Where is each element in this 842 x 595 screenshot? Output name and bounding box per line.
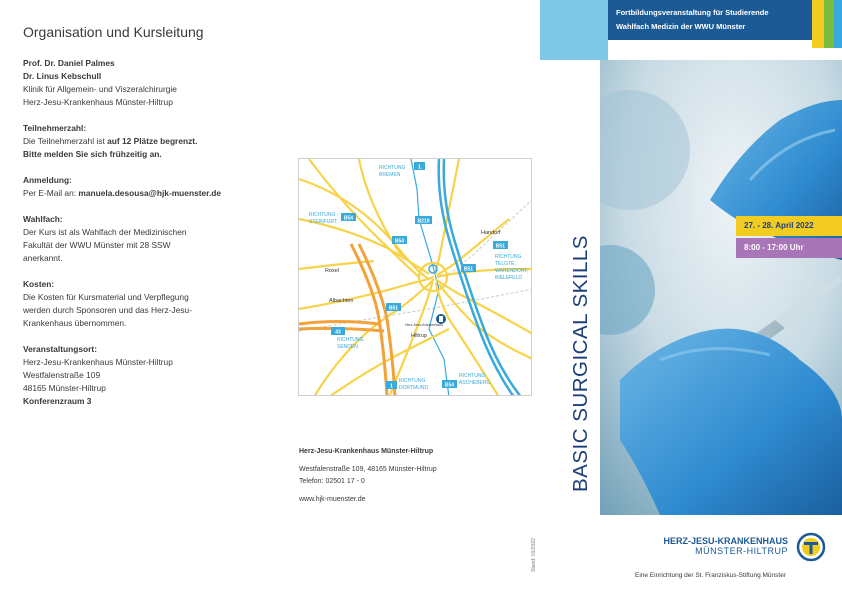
hospital-name: Herz-Jesu-Krankenhaus Münster-Hiltrup — [23, 97, 173, 107]
shield-b54-left-text: B54 — [343, 215, 354, 222]
label-telgte-3: WARENDORF, — [495, 268, 529, 274]
label-albachten: Albachten — [329, 298, 354, 304]
label-bremen-1: RICHTUNG — [379, 165, 406, 171]
label-roxel: Roxel — [325, 268, 340, 274]
label-telgte-1: RICHTUNG — [495, 254, 522, 260]
participants-text — [23, 135, 273, 148]
label-steinfurt-2: STEINFURT — [309, 219, 337, 225]
registration-email-link[interactable]: manuela.desousa@hjk-muenster.de — [78, 188, 222, 198]
date-badge: 27. - 28. April 2022 — [736, 216, 842, 236]
elective-line-3: anerkannt. — [23, 253, 63, 263]
elective-line-2: Fakultät der WWU Münster mit 28 SSW — [23, 240, 171, 250]
event-header-line-2: Wahlfach Medizin der WWU Münster — [616, 22, 746, 31]
organizer-name-2: Dr. Linus Kebschull — [23, 71, 102, 81]
event-header-box — [608, 0, 812, 40]
logo-subtitle: MÜNSTER-HILTRUP — [695, 546, 788, 556]
costs-title: Kosten: — [23, 279, 55, 289]
venue-line-3: 48165 Münster-Hiltrup — [23, 383, 106, 393]
participants-text-plain: Die Teilnehmerzahl ist — [23, 136, 108, 146]
label-senden-1: RICHTUNG — [337, 337, 364, 343]
shield-b219-text: B219 — [417, 218, 430, 225]
website-link[interactable]: www.hjk-muenster.de — [299, 496, 366, 503]
stripe-yellow — [812, 0, 824, 48]
label-hospital: Herz-Jesu-Krankenhaus — [405, 323, 443, 327]
directions-map — [298, 158, 532, 396]
label-dortmund-1: RICHTUNG — [399, 378, 426, 384]
course-title: BASIC SURGICAL SKILLS — [569, 235, 592, 492]
shield-b51-right-text: B51 — [495, 243, 506, 250]
participants-note: Bitte melden Sie sich frühzeitig an. — [23, 149, 162, 159]
map-graphic — [299, 159, 532, 396]
venue-line-1: Herz-Jesu-Krankenhaus Münster-Hiltrup — [23, 357, 173, 367]
shield-a43-text: 43 — [335, 329, 341, 336]
address-block — [299, 446, 529, 506]
elective-title: Wahlfach: — [23, 214, 63, 224]
costs-line-3: Krankenhaus übernommen. — [23, 318, 127, 328]
label-handorf: Handorf — [481, 230, 501, 236]
label-telgte-2: TELGTE, — [495, 261, 516, 267]
elective-block — [23, 213, 273, 265]
address-phone: Telefon: 02501 17 - 0 — [299, 478, 365, 485]
time-badge: 8:00 - 17:00 Uhr — [736, 238, 842, 258]
clinic-name: Klinik für Allgemein- und Viszeralchirurgie — [23, 84, 177, 94]
costs-line-2: werden durch Sponsoren und das Herz-Jesu- — [23, 305, 192, 315]
shield-a1-bottom-text: 1 — [390, 383, 393, 390]
shield-b54-bottom-text: B54 — [444, 382, 455, 389]
venue-room: Konferenzraum 3 — [23, 396, 92, 406]
participants-block — [23, 122, 273, 161]
label-ascheberg-2: ASCHEBERG — [459, 380, 491, 386]
organisation-block — [23, 57, 273, 109]
participants-title: Teilnehmerzahl: — [23, 123, 87, 133]
registration-text — [23, 187, 273, 200]
participants-limit: auf 12 Plätze begrenzt. — [107, 136, 198, 146]
surgeon-hands-photo — [600, 60, 842, 515]
shield-b51-mid-text: B51 — [463, 266, 474, 273]
header-left-panel — [540, 0, 608, 60]
hospital-logo-icon — [796, 532, 826, 562]
info-column — [23, 24, 273, 421]
registration-title: Anmeldung: — [23, 175, 72, 185]
costs-line-1: Die Kosten für Kursmaterial und Verpflegung — [23, 292, 189, 302]
stripe-green — [824, 0, 834, 48]
shield-a1-top-text: 1 — [418, 164, 421, 171]
version-stamp: Stand: 01/2022 — [531, 538, 537, 572]
shield-b54-mid-text: B54 — [394, 238, 405, 245]
elective-line-1: Der Kurs ist als Wahlfach der Medizinischen — [23, 227, 187, 237]
venue-block — [23, 343, 273, 408]
label-senden-2: SENDEN — [337, 344, 358, 350]
label-telgte-4: BIELEFELD — [495, 275, 522, 281]
logo-wordmark: HERZ-JESU-KRANKENHAUS — [663, 536, 788, 546]
photo-illustration — [600, 60, 842, 515]
event-header-line-1: Fortbildungsveranstaltung für Studierende — [616, 8, 769, 17]
shield-b51-low-text: B51 — [388, 305, 399, 312]
foundation-footer: Eine Einrichtung der St. Franziskus-Stiftung Münster — [634, 572, 786, 579]
costs-block — [23, 278, 273, 330]
registration-block — [23, 174, 273, 200]
venue-line-2: Westfalenstraße 109 — [23, 370, 101, 380]
address-name: Herz-Jesu-Krankenhaus Münster-Hiltrup — [299, 448, 434, 455]
label-bremen-2: BREMEN — [379, 172, 401, 178]
section-heading: Organisation und Kursleitung — [23, 24, 204, 40]
label-dortmund-2: DORTMUND — [399, 385, 429, 391]
address-street: Westfalenstraße 109, 48165 Münster-Hiltrup — [299, 466, 437, 473]
label-hiltrup: Hiltrup — [411, 333, 427, 339]
venue-title: Veranstaltungsort: — [23, 344, 97, 354]
organizer-name-1: Prof. Dr. Daniel Palmes — [23, 58, 115, 68]
stripe-blue — [834, 0, 842, 48]
label-ascheberg-1: RICHTUNG — [459, 373, 486, 379]
label-steinfurt-1: RICHTUNG — [309, 212, 336, 218]
registration-prefix: Per E-Mail an: — [23, 188, 79, 198]
